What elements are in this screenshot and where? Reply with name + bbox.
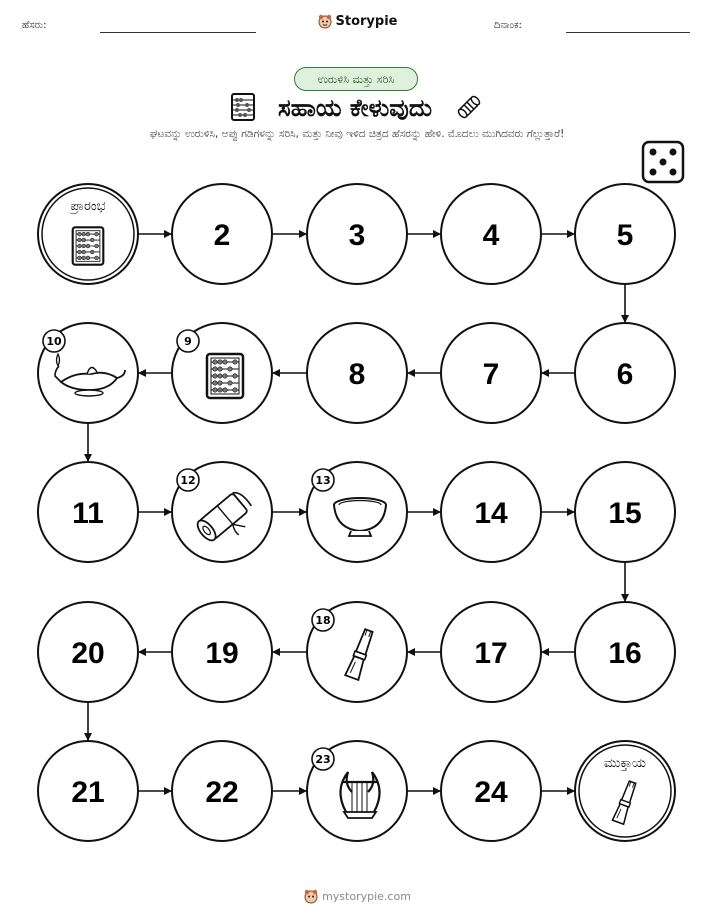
cell-number-badge <box>177 469 199 491</box>
name-label: ಹೆಸರು: <box>22 20 47 31</box>
mascot-icon <box>303 888 319 904</box>
cell-number: 20 <box>71 637 105 670</box>
cell-number: 11 <box>72 497 104 530</box>
cell-number: 15 <box>608 497 642 530</box>
cell-number: 3 <box>348 219 366 252</box>
board-cell-7 <box>441 323 541 423</box>
dice-five-icon <box>643 142 683 182</box>
board-cell-3 <box>307 184 407 284</box>
board-cell-19 <box>172 602 272 702</box>
cell-number: 24 <box>474 776 508 809</box>
finish-label: ಮುಕ್ತಾಯ <box>604 756 646 771</box>
board-cell-5 <box>575 184 675 284</box>
board-cell-14 <box>441 462 541 562</box>
cell-number: 9 <box>184 335 192 348</box>
cell-number: 4 <box>482 219 500 252</box>
date-label: ದಿನಾಂಕ: <box>494 20 522 31</box>
board-cell-1 <box>38 184 138 284</box>
abacus-icon <box>73 227 104 264</box>
board-cell-8 <box>307 323 407 423</box>
cell-number: 18 <box>315 614 331 627</box>
board-cell-16 <box>575 602 675 702</box>
cell-number: 5 <box>616 219 634 252</box>
footer-site: mystorypie.com <box>322 890 411 903</box>
cell-number: 7 <box>482 358 500 391</box>
cell-number: 23 <box>315 753 331 766</box>
abacus-icon <box>207 354 243 398</box>
board-cell-24 <box>441 741 541 841</box>
cell-number: 19 <box>205 637 239 670</box>
board-cell-12 <box>172 462 272 562</box>
start-label: ಪ್ರಾರಂಭ <box>70 199 106 214</box>
cell-number: 10 <box>46 335 62 348</box>
brand-name: Storypie <box>335 14 398 29</box>
subtitle-pill: ಉರುಳಿಸಿ ಮತ್ತು ಸರಿಸಿ <box>294 67 418 91</box>
board-cell-2 <box>172 184 272 284</box>
cell-number: 2 <box>213 219 231 252</box>
cell-number: 8 <box>348 358 366 391</box>
board-cell-4 <box>441 184 541 284</box>
board-cell-15 <box>575 462 675 562</box>
cell-number: 21 <box>71 776 105 809</box>
board-cell-11 <box>38 462 138 562</box>
cell-number-badge <box>312 748 334 770</box>
board-cell-17 <box>441 602 541 702</box>
cell-number-badge <box>312 469 334 491</box>
board-cell-20 <box>38 602 138 702</box>
cell-number: 17 <box>474 637 508 670</box>
cell-number: 12 <box>180 474 196 487</box>
cell-number-badge <box>43 330 65 352</box>
footer <box>0 888 714 904</box>
cell-number: 22 <box>205 776 239 809</box>
board-cell-22 <box>172 741 272 841</box>
board-cell-9 <box>172 323 272 423</box>
board-cell-6 <box>575 323 675 423</box>
cell-number: 16 <box>608 637 642 670</box>
title-text: ಸಹಾಯ ಕೇಳುವುದು <box>278 94 432 122</box>
board-cell-18 <box>307 602 407 702</box>
cell-number-badge <box>312 609 334 631</box>
instructions: ಘಟವನ್ನು ಉರುಳಿಸಿ, ಅಪ್ಪು ಗಡಿಗಳನ್ನು ಸರಿಸಿ, ಮತ್ತು ನೀವು ಇಳಿದ ಚಿತ್ರದ ಹೆಸರನ್ನು ಹೇಳಿ. ಮೊದಲು ಮುಗಿದವರು ಗೆಲ್ಲುತ್ತಾರೆ! <box>149 128 565 140</box>
board-cell-25 <box>575 741 675 841</box>
cell-number-badge <box>177 330 199 352</box>
cell-number: 6 <box>616 358 634 391</box>
cell-number: 13 <box>315 474 331 487</box>
board-cell-10 <box>38 323 138 423</box>
board-cell-21 <box>38 741 138 841</box>
board-cell-13 <box>307 462 407 562</box>
board-cell-23 <box>307 741 407 841</box>
cell-number: 14 <box>474 497 508 530</box>
